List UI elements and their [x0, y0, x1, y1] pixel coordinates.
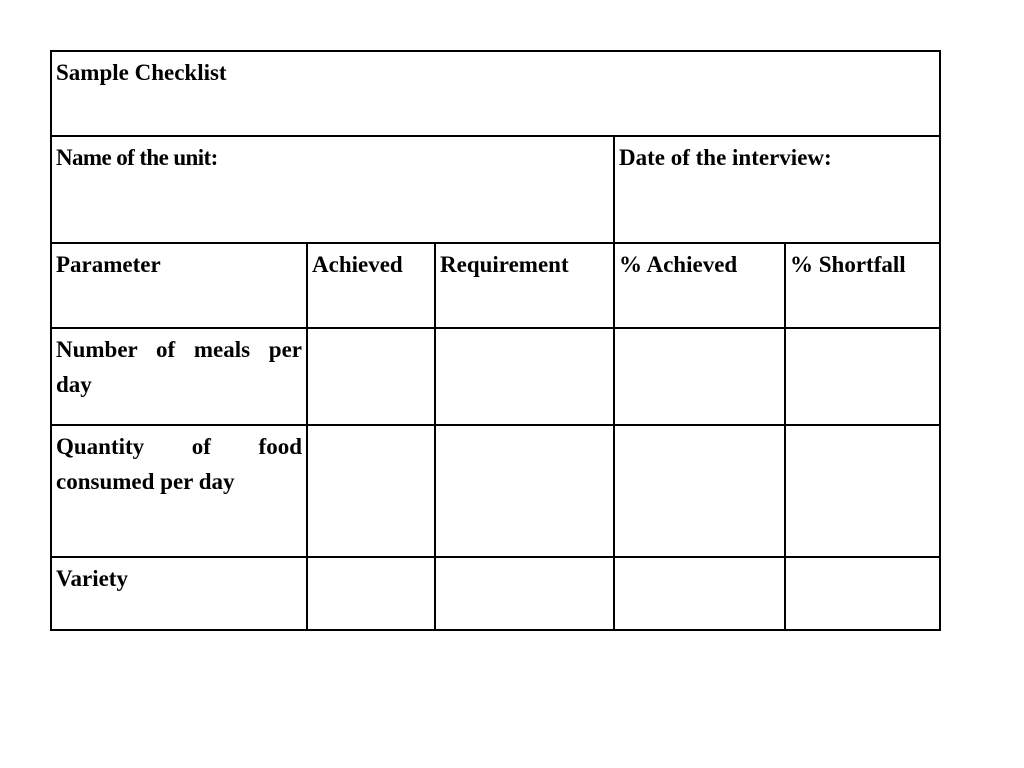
- pct-achieved-cell[interactable]: [614, 425, 785, 557]
- column-header-requirement: Requirement: [435, 243, 614, 328]
- unit-name-field[interactable]: Name of the unit:: [51, 136, 614, 243]
- parameter-cell: Quantity of food consumed per day: [51, 425, 307, 557]
- column-header-pct-achieved: % Achieved: [614, 243, 785, 328]
- requirement-cell[interactable]: [435, 557, 614, 630]
- pct-shortfall-cell[interactable]: [785, 557, 940, 630]
- table-row: [51, 328, 940, 425]
- requirement-cell[interactable]: [435, 328, 614, 425]
- pct-achieved-cell[interactable]: [614, 557, 785, 630]
- column-header-parameter: Parameter: [51, 243, 307, 328]
- table-row: [51, 557, 940, 630]
- checklist-table: [50, 50, 941, 631]
- pct-achieved-cell[interactable]: [614, 328, 785, 425]
- table-row: [51, 425, 940, 557]
- column-header-pct-shortfall: % Shortfall: [785, 243, 940, 328]
- achieved-cell[interactable]: [307, 425, 435, 557]
- title-row: [51, 51, 940, 136]
- requirement-cell[interactable]: [435, 425, 614, 557]
- pct-shortfall-cell[interactable]: [785, 328, 940, 425]
- checklist-title: Sample Checklist: [51, 51, 940, 136]
- info-row: [51, 136, 940, 243]
- header-row: [51, 243, 940, 328]
- column-header-achieved: Achieved: [307, 243, 435, 328]
- parameter-cell: Variety: [51, 557, 307, 630]
- interview-date-field[interactable]: Date of the interview:: [614, 136, 940, 243]
- parameter-cell: Number of meals per day: [51, 328, 307, 425]
- achieved-cell[interactable]: [307, 557, 435, 630]
- pct-shortfall-cell[interactable]: [785, 425, 940, 557]
- achieved-cell[interactable]: [307, 328, 435, 425]
